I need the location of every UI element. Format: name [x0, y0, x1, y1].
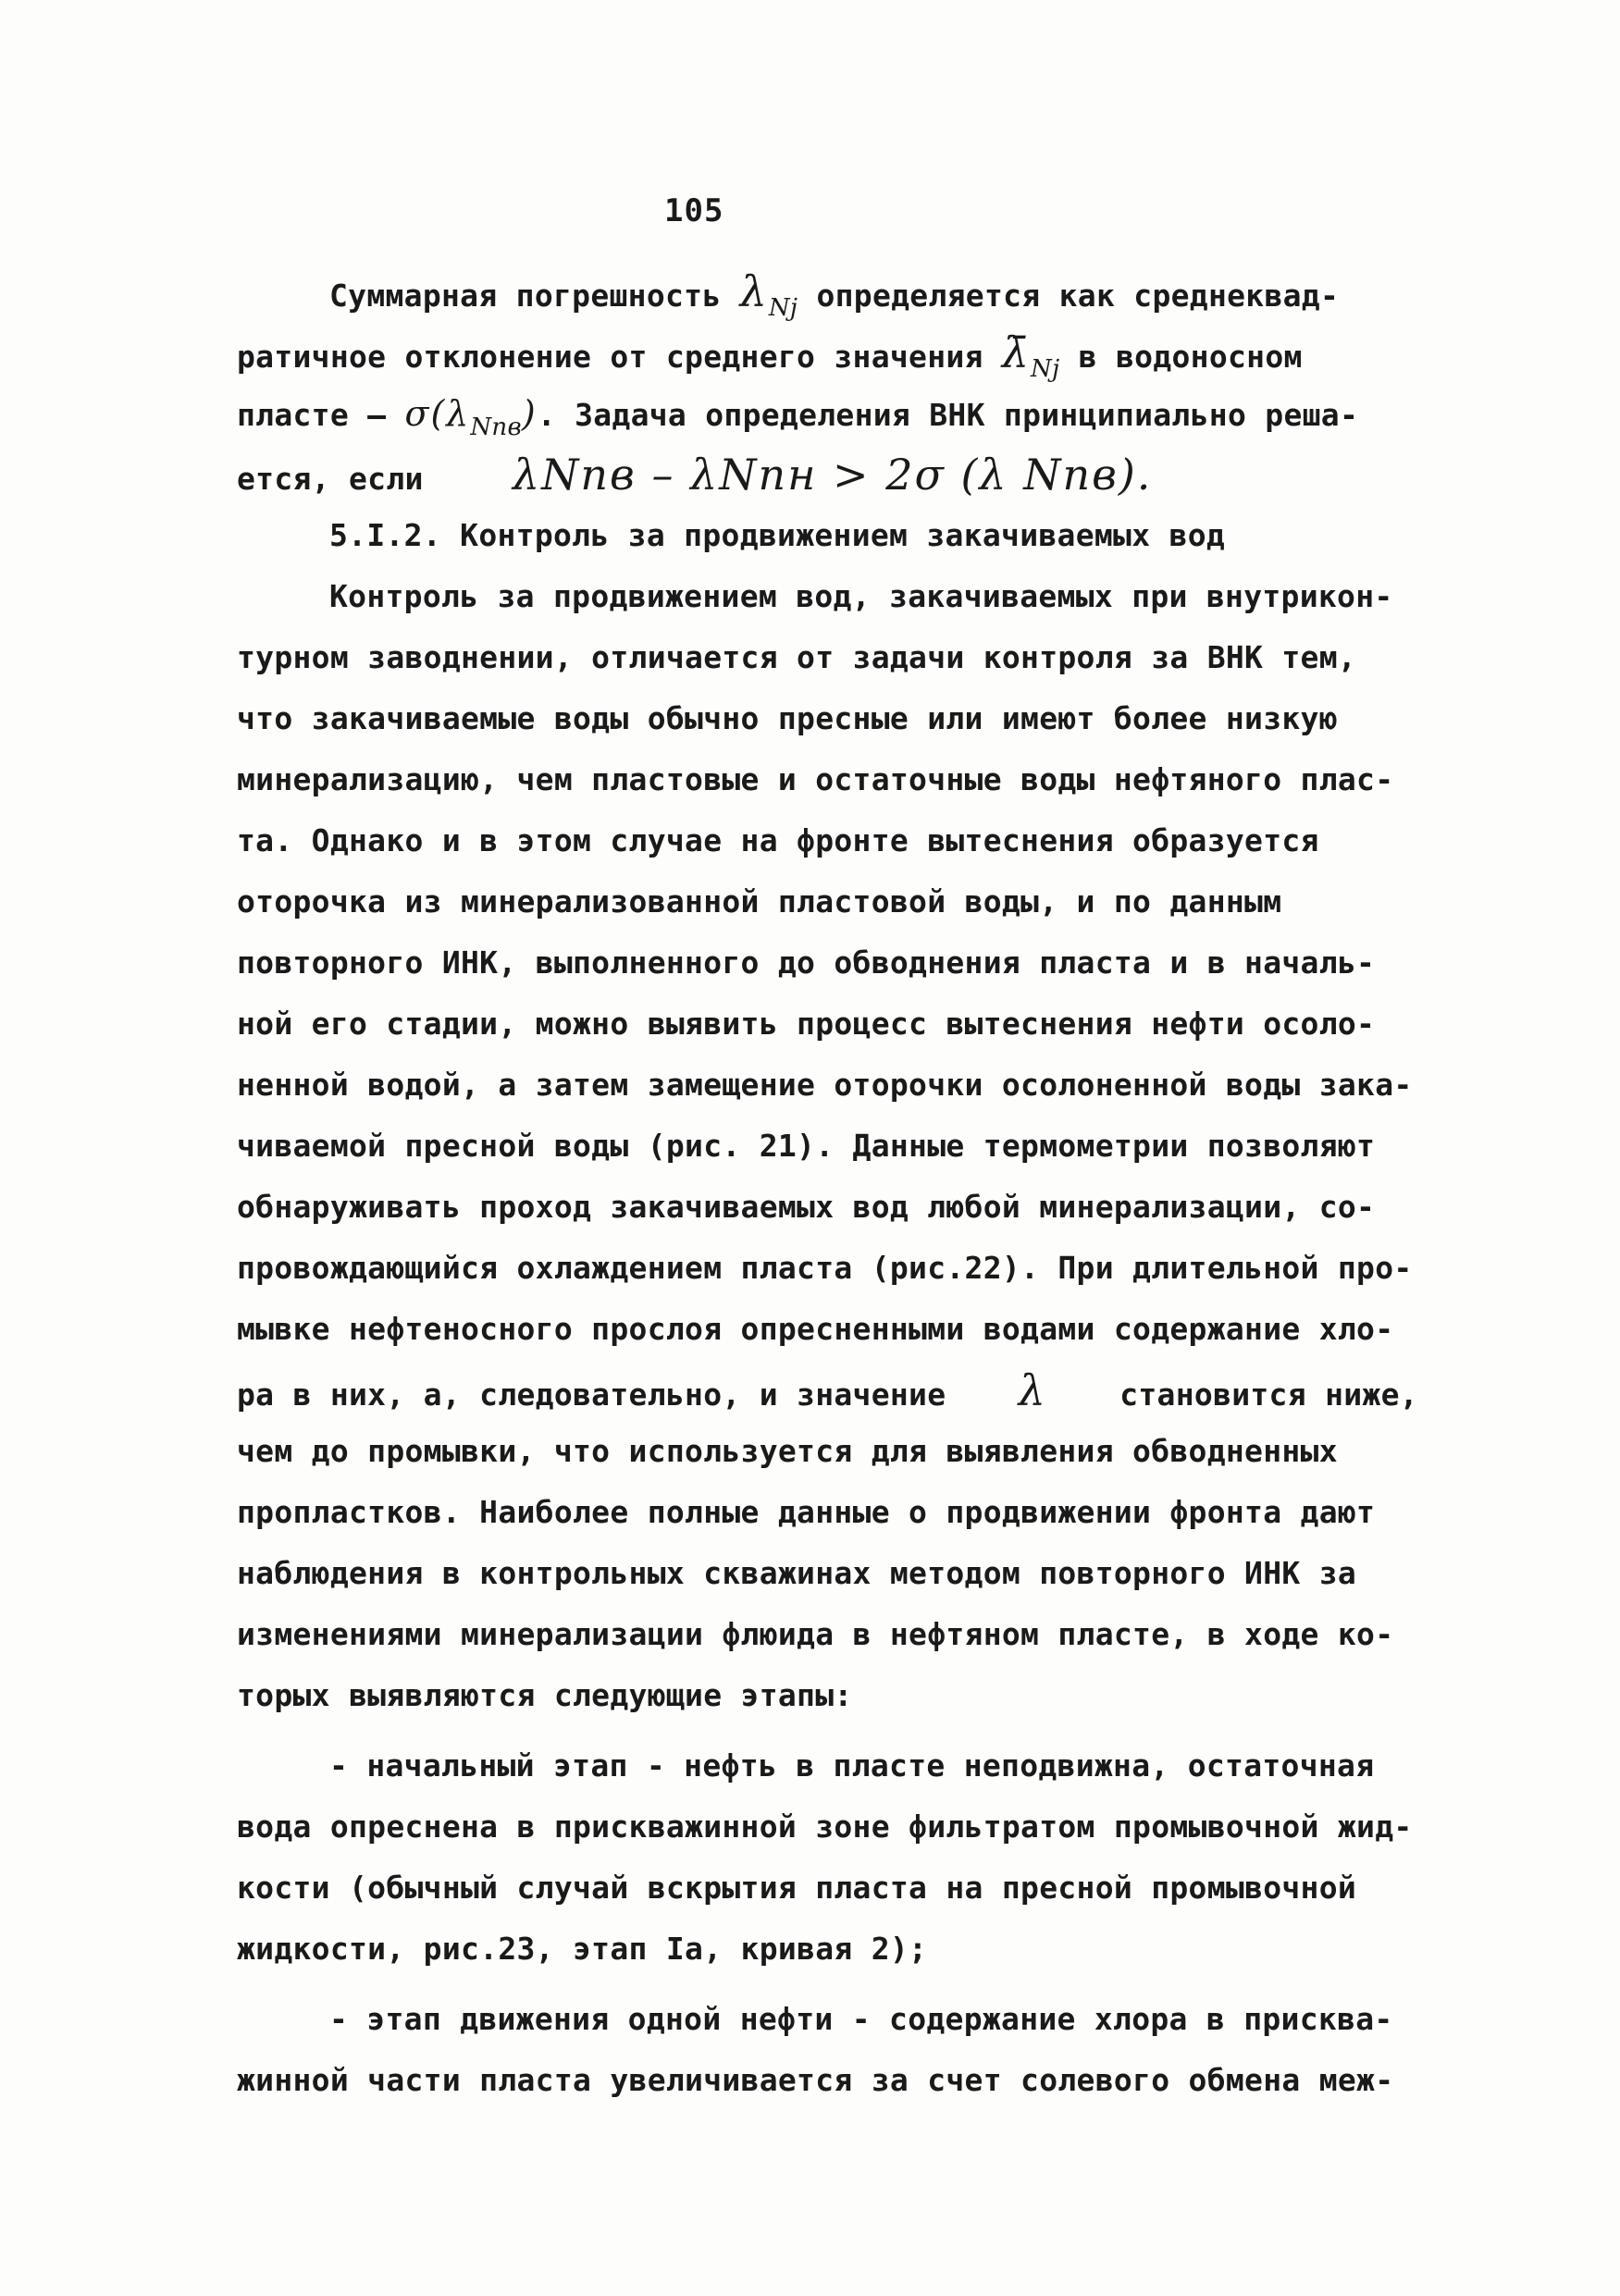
text-fragment: определяется как среднеквад-: [816, 278, 1340, 314]
text-line: чем до промывки, что используется для выявления обводненных: [237, 1433, 1338, 1469]
text-line: мывке нефтеносного прослоя опресненными водами содержание хло-: [237, 1311, 1394, 1347]
text-fragment: . Задача определения ВНК принципиально реша-: [537, 397, 1359, 433]
text-line: [237, 322, 1440, 383]
text-line: [237, 444, 1440, 505]
sigma-subscript: Nпв: [470, 414, 522, 441]
text-line: изменениями минерализации флюида в нефтяном пласте, в ходе ко-: [237, 1616, 1394, 1652]
page-number: 105: [664, 192, 724, 229]
lambda-symbol: λ: [1018, 1365, 1047, 1415]
text-line: та. Однако и в этом случае на фронте вытеснения образуется: [237, 822, 1319, 858]
text-line: оторочка из минерализованной пластовой воды, и по данным: [237, 883, 1282, 920]
text-line: пропластков. Наиболее полные данные о продвижении фронта дают: [237, 1494, 1376, 1530]
body-text: [237, 261, 1440, 2111]
text-line: что закачиваемые воды обычно пресные или имеют более низкую: [237, 700, 1338, 736]
text-line: [237, 383, 1440, 444]
text-line: наблюдения в контрольных скважинах методом повторного ИНК за: [237, 1555, 1357, 1591]
text-fragment: Суммарная погрешность: [329, 278, 722, 314]
text-fragment: ра в них, а, следовательно, и значение: [237, 1376, 946, 1413]
text-line: минерализацию, чем пластовые и остаточные воды нефтяного плас-: [237, 761, 1394, 797]
text-fragment: ется, если: [237, 461, 424, 497]
text-line: жидкости, рис.23, этап Iа, кривая 2);: [237, 1931, 928, 1967]
text-line: жинной части пласта увеличивается за счет солевого обмена меж-: [237, 2062, 1394, 2098]
text-fragment: становится ниже,: [1119, 1376, 1418, 1413]
text-line: провождающийся охлаждением пласта (рис.22). При длительной про-: [237, 1250, 1413, 1286]
criterion-formula: λNпв – λNпн > 2σ (λ Nпв).: [513, 450, 1153, 500]
sigma-close: ): [521, 393, 538, 434]
text-line: [237, 1360, 1440, 1421]
sigma-symbol: σ(λ: [404, 393, 471, 434]
list-item: - этап движения одной нефти - содержание хлора в присква-: [329, 2001, 1393, 2037]
text-line: чиваемой пресной воды (рис. 21). Данные термометрии позволяют: [237, 1128, 1376, 1164]
text-fragment: в водоносном: [1078, 339, 1303, 375]
text-line: торых выявляются следующие этапы:: [237, 1677, 853, 1713]
list-item: - начальный этап - нефть в пласте неподвижна, остаточная: [329, 1747, 1375, 1784]
section-heading: 5.I.2. Контроль за продвижением закачиваемых вод: [329, 517, 1226, 553]
text-line: турном заводнении, отличается от задачи контроля за ВНК тем,: [237, 639, 1357, 675]
text-line: ненной водой, а затем замещение оторочки осолоненной воды зака-: [237, 1067, 1413, 1103]
text-line: ной его стадии, можно выявить процесс вытеснения нефти осоло-: [237, 1006, 1376, 1042]
lambda-mean-symbol: λ̄: [1001, 327, 1032, 377]
lambda-subscript: Nj: [768, 294, 798, 322]
text-line: обнаруживать проход закачиваемых вод любой минерализации, со-: [237, 1189, 1376, 1225]
text-line: кости (обычный случай вскрытия пласта на пресной промывочной: [237, 1870, 1357, 1906]
text-line: вода опреснена в прискважинной зоне фильтратом промывочной жид-: [237, 1808, 1413, 1845]
lambda-subscript: Nj: [1031, 355, 1060, 383]
lambda-symbol: λ: [739, 266, 769, 316]
text-line: повторного ИНК, выполненного до обводнения пласта и в началь-: [237, 944, 1376, 981]
text-fragment: пласте –: [237, 397, 387, 433]
text-fragment: ратичное отклонение от среднего значения: [237, 339, 983, 375]
text-line: Контроль за продвижением вод, закачиваемых при внутрикон-: [329, 578, 1393, 614]
text-line: [237, 261, 1440, 322]
